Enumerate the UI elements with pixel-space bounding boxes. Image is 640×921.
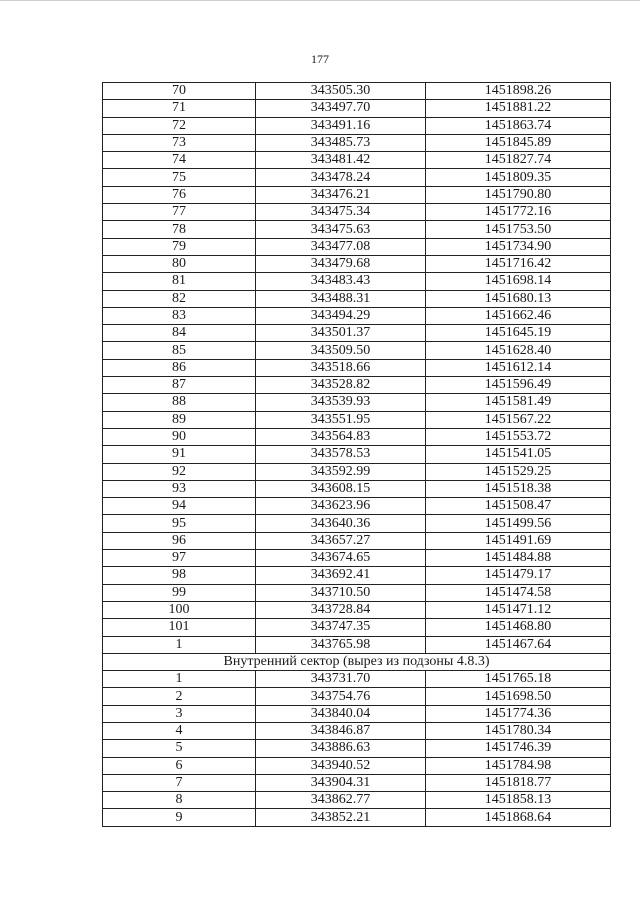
y-coordinate-cell: 1451845.89: [426, 134, 611, 151]
x-coordinate-cell: 343497.70: [256, 100, 426, 117]
y-coordinate-cell: 1451898.26: [426, 83, 611, 100]
x-coordinate-cell: 343518.66: [256, 359, 426, 376]
point-number-cell: 89: [103, 411, 256, 428]
x-coordinate-cell: 343608.15: [256, 480, 426, 497]
y-coordinate-cell: 1451698.50: [426, 688, 611, 705]
y-coordinate-cell: 1451772.16: [426, 204, 611, 221]
point-number-cell: 6: [103, 757, 256, 774]
y-coordinate-cell: 1451499.56: [426, 515, 611, 532]
x-coordinate-cell: 343485.73: [256, 134, 426, 151]
x-coordinate-cell: 343747.35: [256, 619, 426, 636]
table-row: [103, 359, 611, 376]
y-coordinate-cell: 1451868.64: [426, 809, 611, 826]
table-row: [103, 636, 611, 653]
point-number-cell: 72: [103, 117, 256, 134]
y-coordinate-cell: 1451468.80: [426, 619, 611, 636]
y-coordinate-cell: 1451553.72: [426, 428, 611, 445]
table-row: [103, 394, 611, 411]
y-coordinate-cell: 1451581.49: [426, 394, 611, 411]
point-number-cell: 97: [103, 550, 256, 567]
section-header-row: [103, 653, 611, 670]
point-number-cell: 9: [103, 809, 256, 826]
section-title: Внутренний сектор (вырез из подзоны 4.8.3): [103, 653, 611, 670]
x-coordinate-cell: 343578.53: [256, 446, 426, 463]
x-coordinate-cell: 343505.30: [256, 83, 426, 100]
y-coordinate-cell: 1451881.22: [426, 100, 611, 117]
table-row: [103, 722, 611, 739]
table-row: [103, 705, 611, 722]
table-row: [103, 411, 611, 428]
y-coordinate-cell: 1451491.69: [426, 532, 611, 549]
table-row: [103, 515, 611, 532]
table-row: [103, 740, 611, 757]
x-coordinate-cell: 343657.27: [256, 532, 426, 549]
x-coordinate-cell: 343551.95: [256, 411, 426, 428]
point-number-cell: 91: [103, 446, 256, 463]
point-number-cell: 98: [103, 567, 256, 584]
x-coordinate-cell: 343674.65: [256, 550, 426, 567]
y-coordinate-cell: 1451467.64: [426, 636, 611, 653]
table-row: [103, 532, 611, 549]
x-coordinate-cell: 343476.21: [256, 186, 426, 203]
point-number-cell: 80: [103, 255, 256, 272]
point-number-cell: 4: [103, 722, 256, 739]
y-coordinate-cell: 1451784.98: [426, 757, 611, 774]
point-number-cell: 76: [103, 186, 256, 203]
y-coordinate-cell: 1451474.58: [426, 584, 611, 601]
table-row: [103, 290, 611, 307]
table-row: [103, 204, 611, 221]
x-coordinate-cell: 343477.08: [256, 238, 426, 255]
y-coordinate-cell: 1451645.19: [426, 325, 611, 342]
point-number-cell: 5: [103, 740, 256, 757]
table-row: [103, 307, 611, 324]
table-row: [103, 238, 611, 255]
point-number-cell: 86: [103, 359, 256, 376]
point-number-cell: 79: [103, 238, 256, 255]
y-coordinate-cell: 1451716.42: [426, 255, 611, 272]
y-coordinate-cell: 1451734.90: [426, 238, 611, 255]
y-coordinate-cell: 1451858.13: [426, 792, 611, 809]
y-coordinate-cell: 1451567.22: [426, 411, 611, 428]
x-coordinate-cell: 343886.63: [256, 740, 426, 757]
point-number-cell: 88: [103, 394, 256, 411]
x-coordinate-cell: 343692.41: [256, 567, 426, 584]
table-row: [103, 774, 611, 791]
table-row: [103, 550, 611, 567]
point-number-cell: 3: [103, 705, 256, 722]
y-coordinate-cell: 1451508.47: [426, 498, 611, 515]
x-coordinate-cell: 343640.36: [256, 515, 426, 532]
y-coordinate-cell: 1451774.36: [426, 705, 611, 722]
x-coordinate-cell: 343528.82: [256, 377, 426, 394]
table-row: [103, 584, 611, 601]
point-number-cell: 92: [103, 463, 256, 480]
table-row: [103, 428, 611, 445]
y-coordinate-cell: 1451780.34: [426, 722, 611, 739]
x-coordinate-cell: 343478.24: [256, 169, 426, 186]
x-coordinate-cell: 343710.50: [256, 584, 426, 601]
coordinates-table: [102, 82, 611, 827]
point-number-cell: 100: [103, 601, 256, 618]
x-coordinate-cell: 343731.70: [256, 671, 426, 688]
x-coordinate-cell: 343904.31: [256, 774, 426, 791]
x-coordinate-cell: 343940.52: [256, 757, 426, 774]
x-coordinate-cell: 343852.21: [256, 809, 426, 826]
point-number-cell: 71: [103, 100, 256, 117]
table-row: [103, 134, 611, 151]
table-row: [103, 567, 611, 584]
point-number-cell: 84: [103, 325, 256, 342]
y-coordinate-cell: 1451680.13: [426, 290, 611, 307]
x-coordinate-cell: 343509.50: [256, 342, 426, 359]
x-coordinate-cell: 343483.43: [256, 273, 426, 290]
table-row: [103, 342, 611, 359]
point-number-cell: 1: [103, 671, 256, 688]
y-coordinate-cell: 1451765.18: [426, 671, 611, 688]
x-coordinate-cell: 343846.87: [256, 722, 426, 739]
table-row: [103, 792, 611, 809]
x-coordinate-cell: 343494.29: [256, 307, 426, 324]
table-row: [103, 446, 611, 463]
x-coordinate-cell: 343564.83: [256, 428, 426, 445]
x-coordinate-cell: 343501.37: [256, 325, 426, 342]
table-row: [103, 757, 611, 774]
y-coordinate-cell: 1451863.74: [426, 117, 611, 134]
table-row: [103, 325, 611, 342]
page-number: 177: [311, 52, 329, 66]
point-number-cell: 81: [103, 273, 256, 290]
point-number-cell: 8: [103, 792, 256, 809]
point-number-cell: 85: [103, 342, 256, 359]
x-coordinate-cell: 343479.68: [256, 255, 426, 272]
table-row: [103, 255, 611, 272]
table-row: [103, 186, 611, 203]
x-coordinate-cell: 343491.16: [256, 117, 426, 134]
coordinates-table-body: [103, 83, 611, 827]
point-number-cell: 87: [103, 377, 256, 394]
point-number-cell: 78: [103, 221, 256, 238]
y-coordinate-cell: 1451746.39: [426, 740, 611, 757]
table-row: [103, 100, 611, 117]
x-coordinate-cell: 343475.34: [256, 204, 426, 221]
x-coordinate-cell: 343539.93: [256, 394, 426, 411]
point-number-cell: 1: [103, 636, 256, 653]
table-row: [103, 809, 611, 826]
point-number-cell: 70: [103, 83, 256, 100]
x-coordinate-cell: 343475.63: [256, 221, 426, 238]
table-row: [103, 671, 611, 688]
y-coordinate-cell: 1451753.50: [426, 221, 611, 238]
table-row: [103, 117, 611, 134]
point-number-cell: 93: [103, 480, 256, 497]
table-row: [103, 498, 611, 515]
x-coordinate-cell: 343754.76: [256, 688, 426, 705]
y-coordinate-cell: 1451662.46: [426, 307, 611, 324]
point-number-cell: 77: [103, 204, 256, 221]
y-coordinate-cell: 1451809.35: [426, 169, 611, 186]
x-coordinate-cell: 343862.77: [256, 792, 426, 809]
table-row: [103, 83, 611, 100]
point-number-cell: 96: [103, 532, 256, 549]
point-number-cell: 95: [103, 515, 256, 532]
table-row: [103, 480, 611, 497]
y-coordinate-cell: 1451698.14: [426, 273, 611, 290]
table-row: [103, 601, 611, 618]
y-coordinate-cell: 1451628.40: [426, 342, 611, 359]
point-number-cell: 82: [103, 290, 256, 307]
x-coordinate-cell: 343765.98: [256, 636, 426, 653]
y-coordinate-cell: 1451529.25: [426, 463, 611, 480]
y-coordinate-cell: 1451484.88: [426, 550, 611, 567]
point-number-cell: 90: [103, 428, 256, 445]
y-coordinate-cell: 1451827.74: [426, 152, 611, 169]
y-coordinate-cell: 1451541.05: [426, 446, 611, 463]
y-coordinate-cell: 1451790.80: [426, 186, 611, 203]
point-number-cell: 7: [103, 774, 256, 791]
table-row: [103, 377, 611, 394]
table-row: [103, 221, 611, 238]
y-coordinate-cell: 1451818.77: [426, 774, 611, 791]
x-coordinate-cell: 343592.99: [256, 463, 426, 480]
point-number-cell: 99: [103, 584, 256, 601]
table-row: [103, 688, 611, 705]
page-top-edge: [0, 0, 640, 1]
y-coordinate-cell: 1451518.38: [426, 480, 611, 497]
table-row: [103, 152, 611, 169]
point-number-cell: 101: [103, 619, 256, 636]
x-coordinate-cell: 343488.31: [256, 290, 426, 307]
table-row: [103, 619, 611, 636]
point-number-cell: 74: [103, 152, 256, 169]
table-row: [103, 463, 611, 480]
x-coordinate-cell: 343623.96: [256, 498, 426, 515]
point-number-cell: 73: [103, 134, 256, 151]
y-coordinate-cell: 1451471.12: [426, 601, 611, 618]
point-number-cell: 83: [103, 307, 256, 324]
point-number-cell: 2: [103, 688, 256, 705]
x-coordinate-cell: 343481.42: [256, 152, 426, 169]
point-number-cell: 94: [103, 498, 256, 515]
y-coordinate-cell: 1451612.14: [426, 359, 611, 376]
point-number-cell: 75: [103, 169, 256, 186]
table-row: [103, 169, 611, 186]
x-coordinate-cell: 343840.04: [256, 705, 426, 722]
y-coordinate-cell: 1451596.49: [426, 377, 611, 394]
y-coordinate-cell: 1451479.17: [426, 567, 611, 584]
table-row: [103, 273, 611, 290]
x-coordinate-cell: 343728.84: [256, 601, 426, 618]
